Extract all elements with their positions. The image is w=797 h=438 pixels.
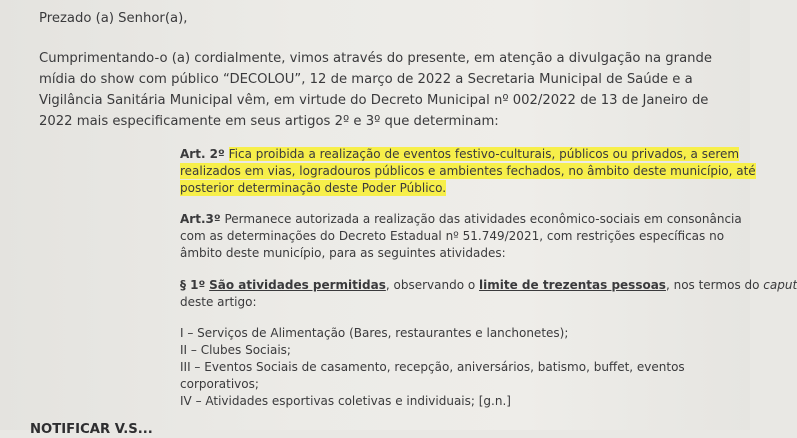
greeting: Prezado (a) Senhor(a), (39, 11, 188, 26)
permitidas-text: São atividades permitidas (209, 278, 386, 292)
limite-text: limite de trezentas pessoas (479, 278, 666, 292)
activity-4: IV – Atividades esportivas coletivas e individuais; [g.n.] (180, 394, 511, 408)
activity-3: III – Eventos Sociais de casamento, recepção, aniversários, batismo, buffet, eventos (180, 360, 685, 374)
art3-label: Art.3º (180, 212, 221, 226)
art3-line-1 (180, 211, 742, 227)
art3-line-3: âmbito deste município, para as seguintes atividades: (180, 246, 506, 260)
paragraph1-line-1 (180, 277, 797, 293)
activity-1: I – Serviços de Alimentação (Bares, restaurantes e lanchonetes); (180, 326, 569, 340)
activity-2: II – Clubes Sociais; (180, 343, 291, 357)
intro-line-1: Cumprimentando-o (a) cordialmente, vimos através do presente, em atenção a divulgação na grande (39, 51, 713, 66)
paragraph1-end: , nos termos do (665, 278, 760, 292)
art3-text-1: Permanece autorizada a realização das atividades econômico-sociais em consonância (224, 212, 742, 226)
paragraph1-label: § 1º (180, 278, 206, 292)
paragraph1-mid: , observando o (385, 278, 476, 292)
intro-line-3: Vigilância Sanitária Municipal vêm, em virtude do Decreto Municipal nº 002/2022 de 13 de Janeiro de (39, 93, 709, 108)
art2-line-1 (180, 146, 739, 162)
paragraph1-line-2: deste artigo: (180, 295, 257, 309)
art3-line-2: com as determinações do Decreto Estadual nº 51.749/2021, com restrições específicas no (180, 229, 725, 243)
footer-partial: NOTIFICAR V.S... (30, 422, 153, 437)
activity-3-cont: corporativos; (180, 377, 259, 391)
art2-label: Art. 2º (180, 147, 225, 161)
intro-line-2: mídia do show com público “DECOLOU”, 12 de março de 2022 a Secretaria Municipal de Saúde e a (39, 72, 693, 87)
art2-text-1: Fica proibida a realização de eventos festivo-culturais, públicos ou privados, a serem (228, 147, 740, 161)
intro-line-4: 2022 mais especificamente em seus artigos 2º e 3º que determinam: (39, 114, 499, 129)
art2-line-2: realizados em vias, logradouros públicos e ambientes fechados, no âmbito deste município, até (180, 164, 756, 178)
caput-text: caput (763, 278, 797, 292)
art2-line-3: posterior determinação deste Poder Público. (180, 181, 447, 195)
